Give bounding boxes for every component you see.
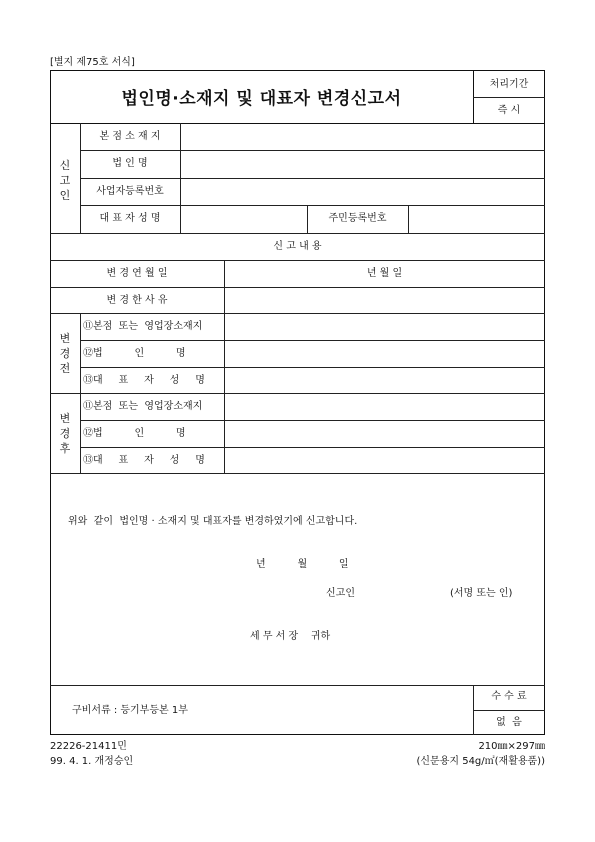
paper-size: 210㎜×297㎜: [478, 741, 545, 752]
form-number: 22226-21411민: [50, 741, 127, 752]
after-corp-name-label: ⑫법 인 명: [83, 428, 186, 439]
addressee: 세 무 서 장 귀하: [250, 631, 331, 642]
signature-field[interactable]: (서명 또는 인): [450, 588, 513, 599]
before-location-label: ⑪본점 또는 영업장소재지: [83, 321, 203, 332]
after-location-label: ⑪본점 또는 영업장소재지: [83, 401, 203, 412]
reporter-label: 신고인: [326, 588, 355, 599]
form-title: 법인명·소재지 및 대표자 변경신고서: [121, 89, 402, 109]
representative-name-label: 대 표 자 성 명: [99, 213, 161, 224]
change-date-field[interactable]: 년 월 일: [366, 268, 403, 279]
before-corp-name-label: ⑫법 인 명: [83, 348, 186, 359]
fee-label: 수 수 료: [491, 691, 527, 702]
after-change-side-label: 변 경 후: [59, 412, 71, 455]
processing-period-label: 처리기간: [489, 79, 529, 90]
before-rep-name-label: ⑬대 표 자 성 명: [83, 375, 205, 386]
content-header: 신 고 내 용: [273, 241, 322, 252]
after-rep-name-label: ⑬대 표 자 성 명: [83, 455, 205, 466]
approval-date: 99. 4. 1. 개정승인: [50, 756, 134, 767]
reporter-side-label: 신 고 인: [59, 159, 71, 202]
declaration-date[interactable]: 년 월 일: [256, 559, 349, 570]
business-reg-no-label: 사업자등록번호: [96, 186, 164, 197]
head-office-location-label: 본 점 소 재 지: [99, 131, 161, 142]
change-reason-label: 변 경 한 사 유: [106, 295, 168, 306]
form-tag: [별지 제75호 서식]: [50, 57, 135, 68]
change-date-label: 변 경 연 월 일: [106, 268, 168, 279]
corporation-name-label: 법 인 명: [112, 158, 148, 169]
fee-value: 없 음: [496, 717, 522, 728]
before-change-side-label: 변 경 전: [59, 332, 71, 375]
required-documents: 구비서류 : 등기부등본 1부: [72, 705, 188, 716]
declaration-statement: 위와 같이 법인명 · 소재지 및 대표자를 변경하였기에 신고합니다.: [68, 516, 358, 527]
resident-reg-no-label: 주민등록번호: [328, 213, 387, 224]
paper-type: (신문용지 54g/㎡(재활용품)): [416, 756, 545, 767]
processing-period-value: 즉 시: [497, 105, 521, 116]
